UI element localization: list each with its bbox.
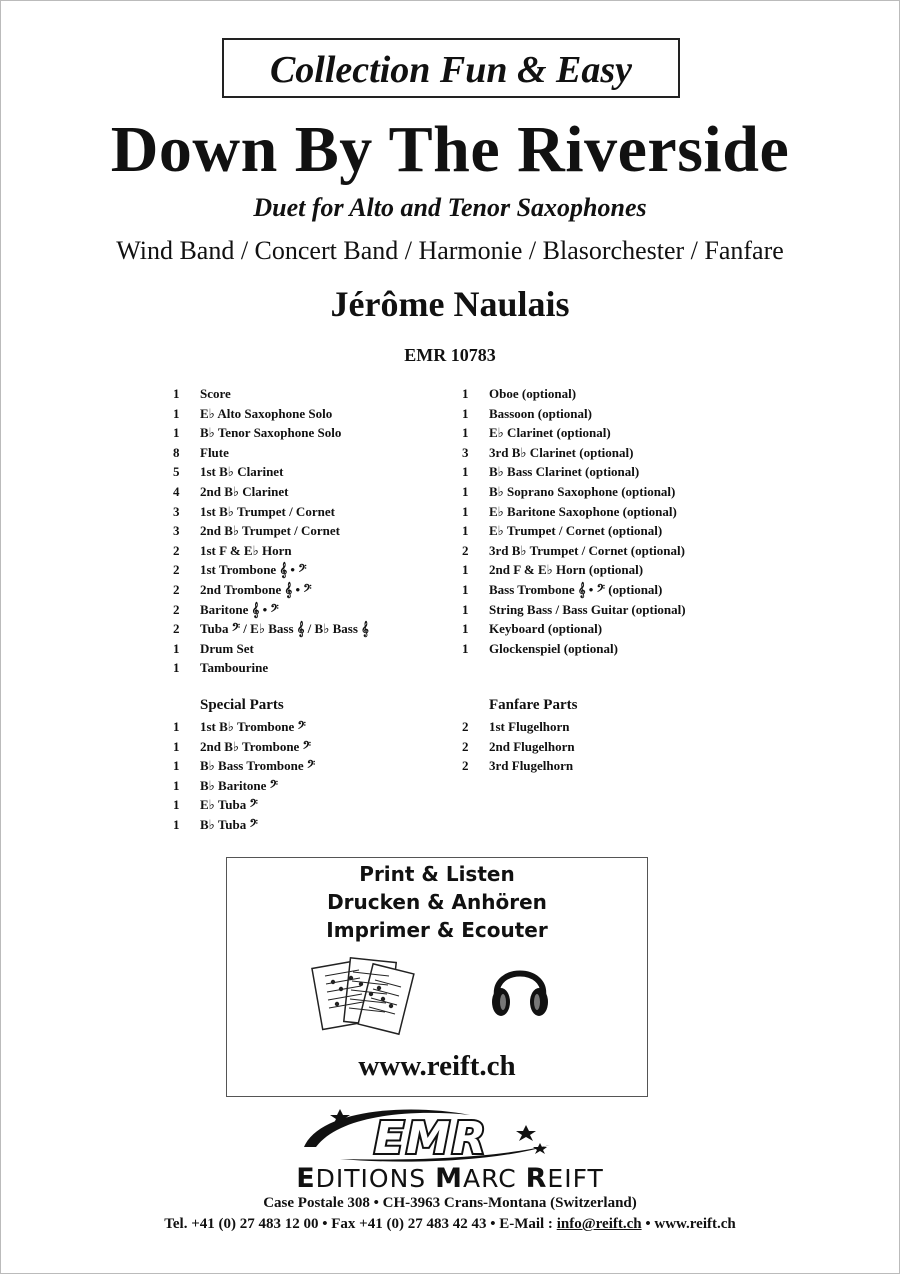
- part-name: E♭ Trumpet / Cornet (optional): [489, 523, 663, 539]
- part-name: 1st B♭ Clarinet: [200, 464, 284, 480]
- part-name: E♭ Baritone Saxophone (optional): [489, 503, 677, 519]
- part-quantity: 2: [173, 601, 180, 617]
- part-name: B♭ Tenor Saxophone Solo: [200, 425, 342, 441]
- piece-title: Down By The Riverside: [110, 113, 790, 186]
- series-title: Collection Fun & Easy: [269, 49, 633, 91]
- part-quantity: 1: [173, 816, 180, 832]
- part-quantity: 1: [173, 660, 180, 676]
- sheet-music-icon: [311, 954, 421, 1036]
- part-name: 2nd B♭ Trumpet / Cornet: [200, 523, 340, 539]
- part-quantity: 1: [173, 797, 180, 813]
- part-name: B♭ Baritone 𝄢: [200, 777, 279, 793]
- part-name: E♭ Clarinet (optional): [489, 425, 611, 441]
- part-name: 1st B♭ Trombone 𝄢: [200, 719, 306, 734]
- part-quantity: 1: [173, 719, 180, 734]
- part-quantity: 1: [462, 464, 469, 480]
- part-quantity: 1: [462, 503, 469, 519]
- part-quantity: 2: [462, 758, 469, 774]
- part-quantity: 1: [173, 777, 180, 793]
- part-quantity: 2: [173, 542, 180, 558]
- part-quantity: 3: [462, 444, 469, 460]
- part-name: Tambourine: [200, 660, 269, 676]
- part-name: 1st Flugelhorn: [489, 719, 570, 734]
- part-quantity: 8: [173, 444, 180, 460]
- promo-line-imprimer: Imprimer & Ecouter: [326, 918, 548, 942]
- publisher-address: Case Postale 308 • CH-3963 Crans-Montana (Switzerland): [263, 1195, 637, 1211]
- part-name: String Bass / Bass Guitar (optional): [489, 601, 686, 617]
- catalog-number: EMR 10783: [404, 345, 496, 365]
- series-title-box: [222, 38, 680, 98]
- part-name: Score: [200, 386, 231, 401]
- fanfare-parts-heading: Fanfare Parts: [489, 697, 578, 713]
- part-quantity: 1: [173, 640, 180, 656]
- part-name: 3rd B♭ Clarinet (optional): [489, 444, 634, 460]
- part-name: 2nd Flugelhorn: [489, 738, 575, 754]
- part-name: Drum Set: [200, 640, 254, 656]
- part-quantity: 1: [462, 562, 469, 578]
- part-quantity: 3: [173, 503, 180, 519]
- part-name: 2nd Trombone 𝄞 • 𝄢: [200, 581, 312, 597]
- part-name: Tuba 𝄢 / E♭ Bass 𝄞 / B♭ Bass 𝄞: [200, 621, 369, 637]
- composer-name: Jérôme Naulais: [330, 284, 570, 324]
- publisher-contact: Tel. +41 (0) 27 483 12 00 • Fax +41 (0) 27 483 42 43 • E-Mail : info@reift.ch • www.reift.ch: [164, 1216, 736, 1232]
- part-name: B♭ Bass Clarinet (optional): [489, 464, 640, 480]
- part-quantity: 1: [173, 386, 180, 401]
- part-quantity: 1: [173, 405, 180, 421]
- part-name: 1st Trombone 𝄞 • 𝄢: [200, 562, 307, 578]
- part-name: E♭ Tuba 𝄢: [200, 797, 258, 813]
- part-name: E♭ Alto Saxophone Solo: [200, 405, 333, 421]
- part-quantity: 1: [462, 621, 469, 637]
- part-quantity: 1: [462, 386, 469, 401]
- part-quantity: 2: [462, 719, 469, 734]
- part-quantity: 2: [173, 562, 180, 578]
- email-link[interactable]: info@reift.ch: [556, 1216, 642, 1232]
- part-quantity: 1: [462, 425, 469, 441]
- part-name: B♭ Bass Trombone 𝄢: [200, 758, 316, 774]
- part-name: Bass Trombone 𝄞 • 𝄢 (optional): [489, 581, 663, 597]
- part-quantity: 1: [462, 483, 469, 499]
- part-name: 3rd Flugelhorn: [489, 758, 574, 774]
- part-name: Flute: [200, 444, 229, 460]
- publisher-name: EDITIONS MARC REIFT: [296, 1163, 604, 1194]
- part-name: Keyboard (optional): [489, 621, 603, 637]
- part-quantity: 1: [173, 758, 180, 774]
- website-url[interactable]: www.reift.ch: [358, 1050, 516, 1082]
- special-parts-heading: Special Parts: [200, 697, 284, 713]
- part-quantity: 2: [462, 738, 469, 754]
- part-name: Glockenspiel (optional): [489, 640, 618, 656]
- part-name: Baritone 𝄞 • 𝄢: [200, 601, 279, 617]
- part-name: B♭ Tuba 𝄢: [200, 816, 258, 832]
- part-quantity: 1: [462, 405, 469, 421]
- part-name: 1st F & E♭ Horn: [200, 542, 292, 558]
- ensemble-types: Wind Band / Concert Band / Harmonie / Blasorchester / Fanfare: [116, 236, 784, 265]
- promo-line-drucken: Drucken & Anhören: [327, 890, 547, 914]
- emr-logo-text: EMR: [374, 1113, 488, 1164]
- part-quantity: 3: [173, 523, 180, 539]
- part-name: Oboe (optional): [489, 386, 577, 401]
- part-quantity: 1: [173, 425, 180, 441]
- part-quantity: 1: [173, 738, 180, 754]
- part-quantity: 1: [462, 640, 469, 656]
- part-quantity: 5: [173, 464, 180, 480]
- part-name: 3rd B♭ Trumpet / Cornet (optional): [489, 542, 685, 558]
- headphones-icon: [489, 956, 551, 1022]
- part-quantity: 1: [462, 601, 469, 617]
- part-quantity: 2: [462, 542, 469, 558]
- part-name: 2nd B♭ Clarinet: [200, 483, 289, 499]
- promo-line-print-listen: Print & Listen: [359, 862, 515, 886]
- part-quantity: 2: [173, 621, 180, 637]
- emr-logo: [300, 1103, 562, 1165]
- part-name: 2nd F & E♭ Horn (optional): [489, 562, 644, 578]
- print-listen-box: [226, 857, 648, 1097]
- part-name: Bassoon (optional): [489, 405, 592, 421]
- part-name: 1st B♭ Trumpet / Cornet: [200, 503, 335, 519]
- part-name: 2nd B♭ Trombone 𝄢: [200, 738, 311, 754]
- part-quantity: 4: [173, 483, 180, 499]
- part-quantity: 1: [462, 523, 469, 539]
- part-quantity: 2: [173, 581, 180, 597]
- part-quantity: 1: [462, 581, 469, 597]
- part-name: B♭ Soprano Saxophone (optional): [489, 483, 676, 499]
- piece-subtitle: Duet for Alto and Tenor Saxophones: [253, 193, 647, 222]
